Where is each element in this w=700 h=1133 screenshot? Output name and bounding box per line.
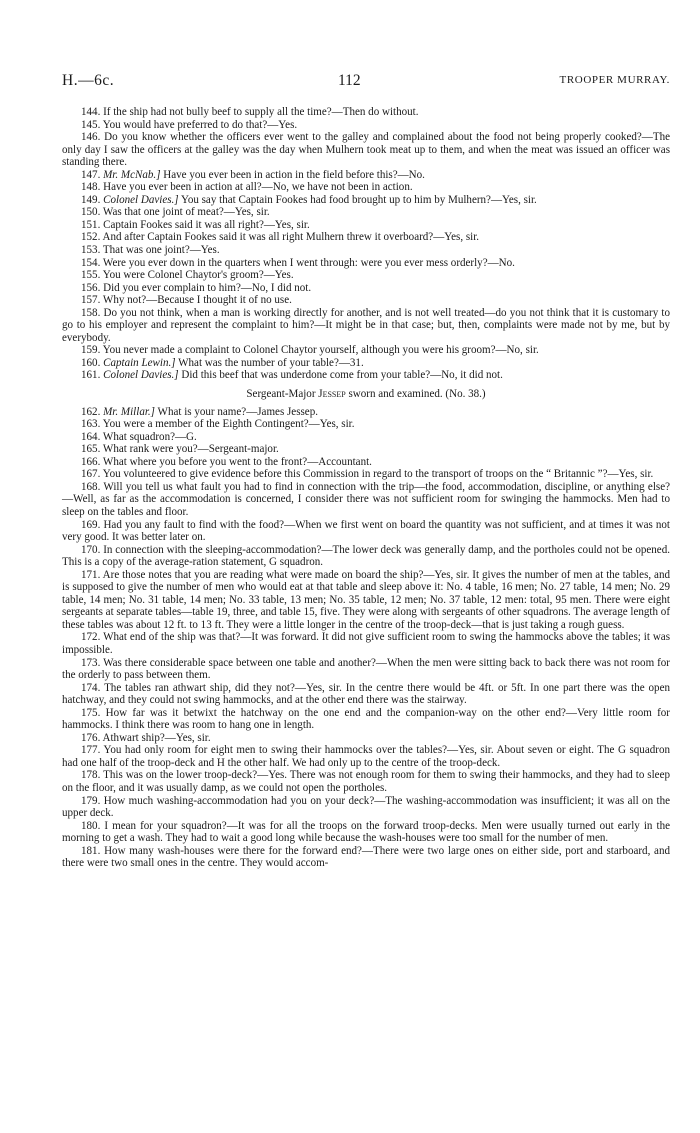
question-text: What where you before you went to the front?—Accountant.	[102, 455, 372, 468]
question-text: Do you know whether the officers ever went to the galley and complained about the food not being properly cooked?—The only day I saw the officers at the galley was the day when Mulhern took meat up to them, and when the meat was issued an officer was standing there.	[62, 131, 670, 169]
question-number: 167.	[81, 468, 101, 481]
question-number: 147.	[81, 168, 101, 181]
question-paragraph	[62, 744, 670, 769]
question-number: 163.	[81, 418, 101, 431]
question-number: 158.	[81, 306, 101, 319]
question-number: 156.	[81, 281, 101, 294]
question-paragraph	[62, 657, 670, 682]
question-text: Are those notes that you are reading what were made on board the ship?—Yes, sir. It gives the number of men at the tables, and is supposed to give the number of men who would eat at that table and sleep above it: No. 4 table, 16 men; No. 27 table, 14 men; No. 29 table, 14 men; No. 31 table, 14 men; No. 33 table, 13 men; No. 35 table, 12 men; No. 37 table, 12 men: total, 95 men. There were eight sergeants at separate tables—table 19, three, and table 15, five. They were along with sergeants of other squadrons. The average length of these tables was about 12 ft. to 13 ft. They were a little longer in the centre of the troop-deck—that is just taking a rough guess.	[62, 568, 670, 631]
question-text: The tables ran athwart ship, did they not?—Yes, sir. In the centre there would be 4ft. or 5ft. In one part there was the open hatchway, and they could not swing hammocks, and at the other end there was the stairway.	[62, 681, 670, 707]
question-paragraph	[62, 443, 670, 456]
question-text: Was that one joint of meat?—Yes, sir.	[102, 206, 270, 219]
page-number: 112	[338, 72, 361, 89]
question-number: 164.	[81, 430, 101, 443]
question-paragraph	[62, 795, 670, 820]
question-paragraph	[62, 257, 670, 270]
question-text: Were you ever down in the quarters when I went through: were you ever mess orderly?—No.	[102, 256, 515, 269]
question-number: 169.	[81, 518, 101, 531]
question-paragraph	[62, 369, 670, 382]
question-number: 174.	[81, 681, 101, 694]
question-number: 170.	[81, 543, 101, 556]
question-number: 146.	[81, 131, 101, 144]
question-paragraph	[62, 294, 670, 307]
question-number: 165.	[81, 443, 101, 456]
question-text: You were a member of the Eighth Contingent?—Yes, sir.	[102, 418, 355, 431]
question-number: 176.	[81, 731, 101, 744]
question-paragraph	[62, 131, 670, 169]
question-paragraph	[62, 481, 670, 519]
question-paragraph	[62, 631, 670, 656]
running-title: TROOPER MURRAY.	[559, 74, 670, 86]
speaker-label: Colonel Davies.]	[103, 193, 179, 206]
question-text: That was one joint?—Yes.	[102, 244, 220, 257]
question-number: 151.	[81, 218, 101, 231]
question-text: Was there considerable space between one table and another?—When the men were sitting back to back there was not room for the orderly to pass between them.	[62, 656, 670, 682]
question-text: And after Captain Fookes said it was all right Mulhern threw it overboard?—Yes, sir.	[102, 231, 480, 244]
question-text: Do you not think, when a man is working directly for another, and is not well treated—do you not think that it is customary to go to his employer and represent the complaint to him?—It might be in that case; but, then, complaints were made not by me, but by everybody.	[62, 306, 670, 344]
question-number: 178.	[81, 769, 101, 782]
question-text: How much washing-accommodation had you on your deck?—The washing-accommodation was insufficient; it was all on the upper deck.	[62, 794, 670, 820]
question-number: 159.	[81, 344, 101, 357]
question-paragraph	[62, 682, 670, 707]
speaker-label: Captain Lewin.]	[103, 356, 176, 369]
question-text: What end of the ship was that?—It was forward. It did not give sufficient room to swing the hammocks above the tables; it was impossible.	[62, 631, 670, 656]
question-paragraph	[62, 344, 670, 357]
testimony-block-murray	[62, 106, 670, 382]
question-number: 179.	[81, 794, 101, 807]
speaker-label: Colonel Davies.]	[103, 369, 179, 382]
question-paragraph	[62, 569, 670, 632]
question-number: 172.	[81, 631, 101, 644]
question-number: 145.	[81, 118, 101, 131]
question-paragraph	[62, 468, 670, 481]
question-number: 181.	[81, 844, 101, 857]
question-paragraph	[62, 845, 670, 870]
question-number: 150.	[81, 206, 101, 219]
question-number: 171.	[81, 568, 101, 581]
question-number: 155.	[81, 269, 101, 282]
question-paragraph	[62, 194, 670, 207]
question-paragraph	[62, 732, 670, 745]
question-paragraph	[62, 106, 670, 119]
question-number: 157.	[81, 294, 101, 307]
question-paragraph	[62, 169, 670, 182]
question-text: If the ship had not bully beef to supply all the time?—Then do without.	[103, 106, 419, 118]
question-text: Have you ever been in action at all?—No, we have not been in action.	[103, 181, 413, 194]
question-text: What squadron?—G.	[102, 430, 197, 443]
question-number: 173.	[81, 656, 101, 669]
question-text: In connection with the sleeping-accommodation?—The lower deck was generally damp, and the portholes could not be opened. This is a copy of the average-ration statement, G squadron.	[62, 543, 670, 569]
question-text: How many wash-houses were there for the forward end?—There were two large ones on either side, port and starboard, and there were two small ones in the centre. They would accom-	[62, 844, 670, 870]
question-paragraph	[62, 269, 670, 282]
document-reference: H.—6c.	[62, 72, 115, 89]
question-paragraph	[62, 282, 670, 295]
question-paragraph	[62, 519, 670, 544]
question-paragraph	[62, 769, 670, 794]
question-number: 154.	[81, 256, 101, 269]
question-number: 160.	[81, 356, 101, 369]
question-text: Why not?—Because I thought it of no use.	[102, 294, 292, 307]
question-number: 175.	[81, 706, 101, 719]
witness-rank: Sergeant-Major	[246, 388, 316, 401]
question-paragraph	[62, 357, 670, 370]
question-paragraph	[62, 544, 670, 569]
question-paragraph	[62, 406, 670, 419]
question-number: 180.	[81, 819, 101, 832]
question-number: 162.	[81, 405, 101, 418]
document-page	[62, 72, 670, 870]
witness-name: Jessep	[318, 388, 346, 401]
question-paragraph	[62, 206, 670, 219]
question-number: 177.	[81, 744, 101, 757]
question-number: 161.	[81, 369, 101, 382]
page-header	[62, 72, 670, 98]
question-text: Athwart ship?—Yes, sir.	[102, 731, 211, 744]
speaker-label: Mr. Millar.]	[103, 405, 155, 418]
question-text: What was the number of your table?—31.	[178, 356, 364, 369]
question-text: Will you tell us what fault you had to find in connection with the trip—the food, accommodation, discipline, or anything else?—Well, as far as the accommodation is concerned, I consider there was not sufficient room for swinging the hammocks. Men had to sleep on the tables and floor.	[62, 480, 671, 518]
question-text: I mean for your squadron?—It was for all the troops on the forward troop-decks. Men were usually turned out early in the morning to get a wash. They had to wait a good long while because the wash-houses were too small for the number of men.	[62, 819, 670, 845]
question-paragraph	[62, 119, 670, 132]
speaker-label: Mr. McNab.]	[103, 168, 161, 181]
question-number: 152.	[81, 231, 101, 244]
question-text: This was on the lower troop-deck?—Yes. There was not enough room for them to swing their hammocks, and they had to sleep on the floor, and it was usually damp, as we could not open the portholes.	[62, 769, 671, 794]
question-paragraph	[62, 707, 670, 732]
question-text: Did you ever complain to him?—No, I did not.	[103, 281, 312, 294]
question-paragraph	[62, 431, 670, 444]
question-text: You had only room for eight men to swing their hammocks over the tables?—Yes, sir. About seven or eight. The G squadron had one half of the troop-deck and H the other half. We had only up to the centre of the troop-deck.	[62, 744, 670, 769]
question-paragraph	[62, 456, 670, 469]
question-text: Have you ever been in action in the field before this?—No.	[163, 168, 425, 181]
question-number: 144.	[81, 106, 101, 118]
question-text: Did this beef that was underdone come from your table?—No, it did not.	[181, 369, 503, 382]
question-text: Captain Fookes said it was all right?—Yes, sir.	[103, 218, 310, 231]
question-text: Had you any fault to find with the food?—When we first went on board the quantity was not sufficient, and at times it was not very good. It was better later on.	[62, 518, 670, 544]
witness-heading	[62, 388, 670, 401]
question-text: You never made a complaint to Colonel Chaytor yourself, although you were his groom?—No, sir.	[102, 344, 539, 357]
question-number: 149.	[81, 193, 101, 206]
question-paragraph	[62, 307, 670, 345]
question-paragraph	[62, 181, 670, 194]
question-paragraph	[62, 219, 670, 232]
question-text: You say that Captain Fookes had food brought up to him by Mulhern?—Yes, sir.	[180, 193, 537, 206]
question-text: How far was it betwixt the hatchway on the one end and the companion-way on the other end?—Very little room for hammocks. I think there was room to hang one in length.	[62, 706, 670, 732]
question-text: You would have preferred to do that?—Yes.	[102, 118, 298, 131]
question-number: 148.	[81, 181, 101, 194]
testimony-block-jessep	[62, 406, 670, 870]
question-paragraph	[62, 418, 670, 431]
question-text: What is your name?—James Jessep.	[157, 405, 318, 418]
question-text: You were Colonel Chaytor's groom?—Yes.	[102, 269, 294, 282]
question-text: You volunteered to give evidence before this Commission in regard to the transport of troops on the “ Britannic ”?—Yes, sir.	[102, 468, 654, 481]
question-paragraph	[62, 244, 670, 257]
question-number: 166.	[81, 455, 101, 468]
question-number: 153.	[81, 244, 101, 257]
witness-heading-suffix: sworn and examined. (No. 38.)	[348, 388, 486, 401]
question-number: 168.	[81, 480, 101, 493]
question-paragraph	[62, 820, 670, 845]
question-text: What rank were you?—Sergeant-major.	[102, 443, 279, 456]
question-paragraph	[62, 231, 670, 244]
